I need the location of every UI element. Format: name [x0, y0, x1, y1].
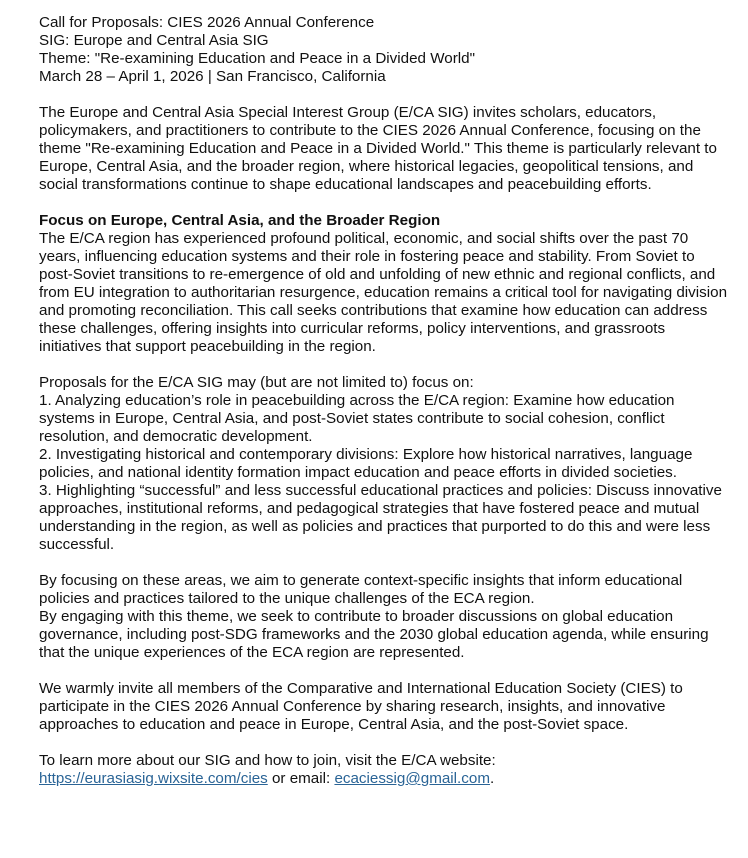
proposal-item-1: 1. Analyzing education’s role in peacebuilding across the E/CA region: Examine how education systems in Europe, Central Asia, and post-Soviet states contribute to social cohesion, conflict resolution, and democratic development. — [39, 392, 675, 445]
contact-links-line — [39, 770, 729, 788]
proposal-item-3: 3. Highlighting “successful” and less successful educational practices and policies: Discuss innovative approaches, institutional reforms, and pedagogical strategies that have fostered peace and mutual understanding in the region, as well as policies and practices that purported to do this and were less successful. — [39, 482, 722, 553]
date-location-line: March 28 – April 1, 2026 | San Francisco, California — [39, 68, 386, 85]
spacer — [39, 356, 729, 374]
spacer — [39, 554, 729, 572]
contact-line: To learn more about our SIG and how to join, visit the E/CA website: — [39, 752, 496, 769]
period-text: . — [489, 770, 495, 787]
proposals-intro: Proposals for the E/CA SIG may (but are not limited to) focus on: — [39, 374, 474, 391]
spacer — [39, 194, 729, 212]
spacer — [39, 86, 729, 104]
title-line: Call for Proposals: CIES 2026 Annual Conference — [39, 14, 375, 31]
intro-paragraph: The Europe and Central Asia Special Interest Group (E/CA SIG) invites scholars, educators, policymakers, and practitioners to contribute to the CIES 2026 Annual Conference, focusing on the theme "Re-examining Education and Peace in a Divided World." This theme is particularly relevant to Europe, Central Asia, and the broader region, where historical legacies, geopolitical tensions, and social transformations continue to shape educational landscapes and peacebuilding efforts. — [39, 104, 717, 193]
invite-paragraph: We warmly invite all members of the Comparative and International Education Society (CIES) to participate in the CIES 2026 Annual Conference by sharing research, insights, and innovative approaches to education and peace in Europe, Central Asia, and the post-Soviet space. — [39, 680, 683, 733]
email-link[interactable]: ecaciessig@gmail.com — [334, 770, 490, 787]
spacer — [39, 734, 729, 752]
aims-paragraph-2: By engaging with this theme, we seek to contribute to broader discussions on global education governance, including post-SDG frameworks and the 2030 global education agenda, while ensuring that the unique experiences of the ECA region are represented. — [39, 608, 709, 661]
sig-line: SIG: Europe and Central Asia SIG — [39, 32, 269, 49]
or-email-text: or email: — [267, 770, 335, 787]
theme-line: Theme: "Re-examining Education and Peace in a Divided World" — [39, 50, 475, 67]
website-link[interactable]: https://eurasiasig.wixsite.com/cies — [39, 770, 268, 787]
proposal-item-2: 2. Investigating historical and contemporary divisions: Explore how historical narratives, language policies, and national identity formation impact education and peace efforts in divided societies. — [39, 446, 693, 481]
focus-paragraph: The E/CA region has experienced profound political, economic, and social shifts over the past 70 years, influencing education systems and their role in fostering peace and stability. From Soviet to post-Soviet transitions to re-emergence of old and unfolding of new ethnic and regional conflicts, and from EU integration to authoritarian resurgence, education remains a critical tool for navigating division and promoting reconciliation. This call seeks contributions that examine how education can address these challenges, offering insights into curricular reforms, policy interventions, and grassroots initiatives that support peacebuilding in the region. — [39, 230, 728, 355]
document-body — [39, 14, 729, 788]
spacer — [39, 662, 729, 680]
focus-heading: Focus on Europe, Central Asia, and the Broader Region — [39, 212, 441, 229]
aims-paragraph-1: By focusing on these areas, we aim to generate context-specific insights that inform educational policies and practices tailored to the unique challenges of the ECA region. — [39, 572, 683, 607]
